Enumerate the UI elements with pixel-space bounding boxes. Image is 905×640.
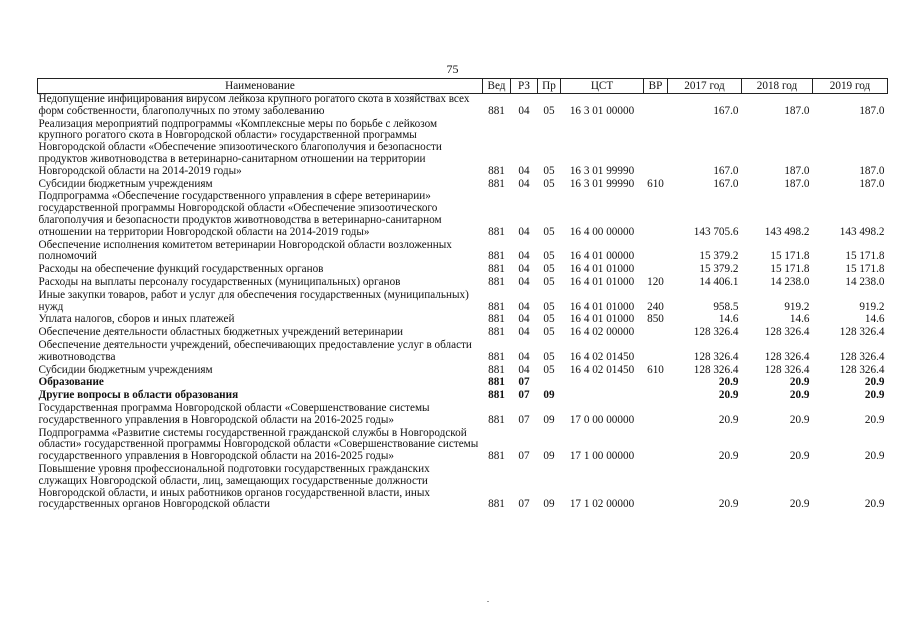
cell-pr: 05: [543, 363, 555, 376]
cell-cst: 16 4 01 00000: [569, 250, 635, 263]
cell-ved: 881: [488, 250, 505, 263]
cell-rz: 07: [518, 389, 530, 402]
cell-vr: [644, 340, 668, 365]
table-row: [38, 277, 888, 290]
cell-ved: 881: [488, 275, 505, 288]
cell-pr: 05: [543, 300, 555, 313]
cell-ved: 881: [488, 326, 505, 339]
header-rz: РЗ: [511, 79, 538, 94]
table-row: [38, 94, 888, 119]
cell-2017: 20.9: [718, 389, 739, 402]
cell-2018: 187.0: [784, 104, 810, 117]
header-vr: ВР: [644, 79, 668, 94]
cell-rz: 07: [518, 413, 530, 426]
cell-ved: 881: [488, 376, 505, 389]
cell-2017: 167.0: [713, 164, 739, 177]
cell-rz: 07: [518, 376, 530, 389]
cell-name: Обеспечение деятельности областных бюджетных учреждений ветеринарии: [38, 326, 404, 339]
cell-2018: 128 326.4: [764, 363, 810, 376]
cell-2019: 187.0: [859, 177, 885, 190]
cell-cst: 16 4 00 00000: [569, 225, 635, 238]
cell-2017: 15 379.2: [699, 250, 739, 263]
header-name: Наименование: [38, 79, 483, 94]
cell-vr: 240: [647, 300, 664, 313]
cell-2019: 20.9: [864, 498, 885, 511]
cell-2019: 20.9: [864, 450, 885, 463]
cell-2018: 20.9: [789, 376, 810, 389]
cell-vr: [644, 191, 668, 239]
cell-ved: 881: [488, 225, 505, 238]
cell-rz: 04: [518, 363, 530, 376]
cell-2018: 15 171.8: [770, 263, 810, 276]
cell-2018: 187.0: [784, 164, 810, 177]
cell-2019: 128 326.4: [839, 363, 885, 376]
cell-name: Недопущение инфицирования вирусом лейкоза крупного рогатого скота в хозяйствах всех форм собственности, благополучных по этому заболеванию: [38, 93, 470, 117]
cell-ved: 881: [488, 350, 505, 363]
cell-rz: 04: [518, 250, 530, 263]
cell-ved: 881: [488, 263, 505, 276]
cell-name: Реализация мероприятий подпрограммы «Комплексные меры по борьбе с лейкозом крупного рогатого скота в Новгородской области» государственной программы Новгородской области «Обеспечение эпизоотического благополучия и безопасности продуктов животноводства в ветеринарно-санитарном отношении на территории Новгородской области на 2014-2019 годы»: [38, 117, 442, 177]
table-row: [38, 390, 888, 403]
cell-cst: 16 4 01 01000: [569, 313, 635, 326]
cell-cst: 16 4 02 01450: [569, 350, 635, 363]
cell-name: Субсидии бюджетным учреждениям: [38, 177, 213, 190]
cell-2018: 20.9: [789, 498, 810, 511]
table-row: [38, 365, 888, 378]
cell-name: Другие вопросы в области образования: [38, 389, 239, 402]
cell-2017: 958.5: [713, 300, 739, 313]
table-row: [38, 290, 888, 315]
table-row: [38, 191, 888, 239]
cell-ved: 881: [488, 313, 505, 326]
cell-cst: 17 0 00 00000: [569, 413, 635, 426]
cell-2017: 167.0: [713, 177, 739, 190]
header-2018: 2018 год: [742, 79, 813, 94]
cell-2019: 187.0: [859, 164, 885, 177]
cell-rz: 04: [518, 313, 530, 326]
cell-vr: 610: [647, 177, 664, 190]
cell-rz: 04: [518, 326, 530, 339]
cell-vr: [644, 327, 668, 340]
cell-2017: 143 705.6: [693, 225, 739, 238]
header-2019: 2019 год: [813, 79, 888, 94]
cell-2019: 14.6: [864, 313, 885, 326]
table-row: [38, 428, 888, 464]
cell-rz: 07: [518, 450, 530, 463]
cell-rz: 04: [518, 350, 530, 363]
cell-ved: 881: [488, 300, 505, 313]
cell-2017: 20.9: [718, 413, 739, 426]
cell-name: Уплата налогов, сборов и иных платежей: [38, 313, 235, 326]
scan-speck: [487, 601, 489, 602]
cell-name: Повышение уровня профессиональной подготовки государственных гражданских служащих Новгородской области, лиц, замещающих государственные должности Новгородской области, и иных работников органов государственной власти, иных государственных органов Новгородской области: [38, 462, 431, 511]
cell-2019: 143 498.2: [839, 225, 885, 238]
budget-table: [37, 78, 888, 512]
cell-2017: 20.9: [718, 498, 739, 511]
cell-rz: 04: [518, 164, 530, 177]
cell-pr: 05: [543, 104, 555, 117]
cell-cst: 16 3 01 00000: [569, 104, 635, 117]
cell-vr: 850: [647, 313, 664, 326]
table-row: [38, 464, 888, 512]
cell-cst: 16 3 01 99990: [569, 164, 635, 177]
cell-cst: 16 3 01 99990: [569, 177, 635, 190]
header-ved: Вед: [483, 79, 511, 94]
cell-pr: 09: [543, 498, 555, 511]
cell-cst: [561, 377, 644, 390]
cell-2017: 15 379.2: [699, 263, 739, 276]
cell-vr: [644, 119, 668, 179]
header-pr: Пр: [538, 79, 561, 94]
cell-2019: 919.2: [859, 300, 885, 313]
cell-2018: 128 326.4: [764, 326, 810, 339]
cell-2017: 128 326.4: [693, 326, 739, 339]
header-2017: 2017 год: [668, 79, 742, 94]
page-number: 75: [446, 62, 459, 76]
header-cst: ЦСТ: [561, 79, 644, 94]
cell-vr: [644, 390, 668, 403]
cell-2018: 143 498.2: [764, 225, 810, 238]
cell-pr: 09: [543, 450, 555, 463]
cell-ved: 881: [488, 498, 505, 511]
cell-pr: 05: [543, 275, 555, 288]
cell-pr: 09: [543, 389, 555, 402]
table-row: [38, 340, 888, 365]
table-row: [38, 119, 888, 179]
cell-vr: [644, 428, 668, 464]
cell-2018: 187.0: [784, 177, 810, 190]
cell-name: Иные закупки товаров, работ и услуг для обеспечения государственных (муниципальных) нужд: [38, 288, 469, 313]
cell-2018: 20.9: [789, 413, 810, 426]
cell-vr: [644, 403, 668, 428]
cell-pr: 05: [543, 313, 555, 326]
cell-rz: 04: [518, 275, 530, 288]
cell-ved: 881: [488, 413, 505, 426]
cell-pr: 05: [543, 250, 555, 263]
cell-cst: 17 1 00 00000: [569, 450, 635, 463]
cell-name: Расходы на выплаты персоналу государственных (муниципальных) органов: [38, 275, 401, 288]
cell-2017: 128 326.4: [693, 350, 739, 363]
cell-2018: 14 238.0: [770, 275, 810, 288]
cell-ved: 881: [488, 164, 505, 177]
cell-ved: 881: [488, 389, 505, 402]
cell-rz: 04: [518, 225, 530, 238]
cell-rz: 04: [518, 300, 530, 313]
table-row: [38, 403, 888, 428]
cell-2019: 15 171.8: [845, 263, 885, 276]
cell-ved: 881: [488, 363, 505, 376]
cell-cst: 16 4 01 01000: [569, 275, 635, 288]
cell-pr: 05: [543, 263, 555, 276]
cell-name: Расходы на обеспечение функций государственных органов: [38, 263, 324, 276]
cell-cst: 16 4 01 01000: [569, 263, 635, 276]
cell-name: Подпрограмма «Обеспечение государственного управления в сфере ветеринарии» государственной программы Новгородской области «Обеспечение эпизоотического благополучия и безопасности продуктов животноводства в ветеринарно-санитарном отношении на территории Новгородской области на 2014-2019 годы»: [38, 190, 442, 238]
cell-2017: 14.6: [718, 313, 739, 326]
cell-2018: 15 171.8: [770, 250, 810, 263]
cell-2018: 20.9: [789, 389, 810, 402]
cell-2019: 128 326.4: [839, 326, 885, 339]
cell-name: Государственная программа Новгородской области «Совершенствование системы государственного управления в Новгородской области на 2016-2025 годы»: [38, 401, 430, 426]
cell-pr: 05: [543, 326, 555, 339]
cell-2019: 187.0: [859, 104, 885, 117]
cell-name: Обеспечение деятельности учреждений, обеспечивающих предоставление услуг в области животноводства: [38, 338, 472, 363]
cell-rz: 07: [518, 498, 530, 511]
cell-pr: 05: [543, 177, 555, 190]
cell-name: Подпрограмма «Развитие системы государственной гражданской службы в Новгородской области» государственной программы Новгородской области «Совершенствование системы государственного управления в Новгородской области на 2016-2025 годы»: [38, 426, 479, 463]
cell-ved: 881: [488, 450, 505, 463]
cell-vr: 610: [647, 363, 664, 376]
table-header-row: [38, 79, 888, 94]
cell-2019: 20.9: [864, 376, 885, 389]
cell-rz: 04: [518, 177, 530, 190]
cell-vr: [644, 464, 668, 512]
cell-vr: [644, 240, 668, 265]
cell-2019: 20.9: [864, 389, 885, 402]
cell-pr: 05: [543, 350, 555, 363]
cell-2017: 128 326.4: [693, 363, 739, 376]
cell-2018: 14.6: [789, 313, 810, 326]
cell-cst: 17 1 02 00000: [569, 498, 635, 511]
cell-2019: 14 238.0: [845, 275, 885, 288]
cell-2019: 15 171.8: [845, 250, 885, 263]
cell-cst: 16 4 01 01000: [569, 300, 635, 313]
cell-ved: 881: [488, 177, 505, 190]
cell-cst: [561, 390, 644, 403]
cell-2019: 20.9: [864, 413, 885, 426]
cell-2017: 167.0: [713, 104, 739, 117]
cell-2017: 20.9: [718, 450, 739, 463]
cell-ved: 881: [488, 104, 505, 117]
cell-name: Субсидии бюджетным учреждениям: [38, 363, 213, 376]
cell-cst: 16 4 02 01450: [569, 363, 635, 376]
table-row: [38, 240, 888, 265]
cell-2018: 20.9: [789, 450, 810, 463]
cell-pr: 05: [543, 164, 555, 177]
cell-2017: 20.9: [718, 376, 739, 389]
cell-vr: [644, 94, 668, 119]
cell-cst: 16 4 02 00000: [569, 326, 635, 339]
cell-2018: 128 326.4: [764, 350, 810, 363]
cell-2019: 128 326.4: [839, 350, 885, 363]
cell-2017: 14 406.1: [699, 275, 739, 288]
cell-pr: 09: [543, 413, 555, 426]
cell-vr: [644, 377, 668, 390]
cell-rz: 04: [518, 263, 530, 276]
cell-name: Обеспечение исполнения комитетом ветеринарии Новгородской области возложенных полномочий: [38, 238, 452, 263]
table-body: [38, 94, 888, 513]
cell-2018: 919.2: [784, 300, 810, 313]
cell-pr: 05: [543, 225, 555, 238]
cell-vr: 120: [647, 275, 664, 288]
cell-rz: 04: [518, 104, 530, 117]
cell-name: Образование: [38, 376, 104, 389]
